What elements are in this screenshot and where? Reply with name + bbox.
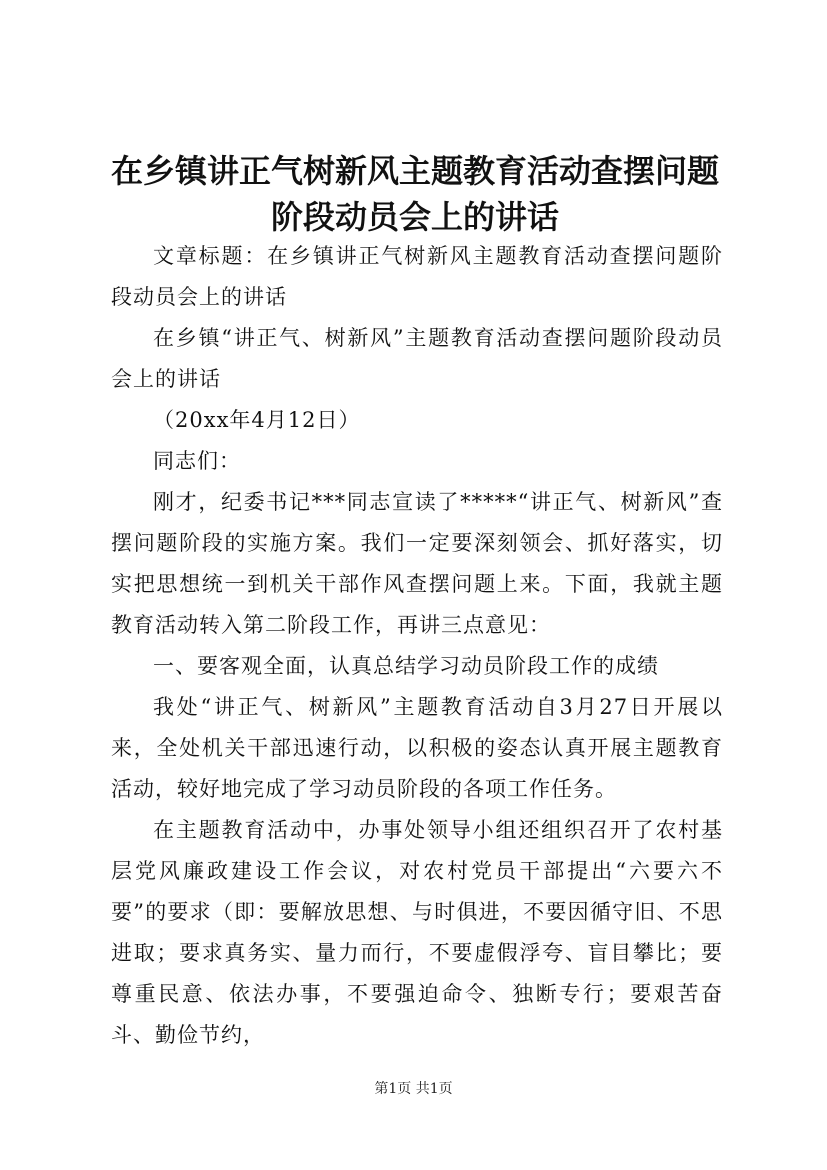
paragraph-intro: 刚才，纪委书记***同志宣读了*****“讲正气、树新风”查摆问题阶段的实施方案。我们一定要深刻领会、抓好落实，切实把思想统一到机关干部作风查摆问题上来。下面，我就主题教育活动转入第二阶段工作，再讲三点意见： [111, 490, 723, 637]
document-title: 在乡镇讲正气树新风主题教育活动查摆问题阶段动员会上的讲话 [110, 152, 719, 236]
page-footer: 第1页 共1页 [374, 1081, 453, 1097]
paragraph-salutation: 同志们： [153, 449, 241, 473]
paragraph-requirements: 在主题教育活动中，办事处领导小组还组织召开了农村基层党风廉政建设工作会议，对农村党员干部提出“六要六不要”的要求（即：要解放思想、与时俱进，不要因循守旧、不思进取；要求真务实、量力而行，不要虚假浮夸、盲目攀比；要尊重民意、依法办事，不要强迫命令、独断专行；要艰苦奋斗、勤俭节约， [111, 818, 723, 1047]
paragraph-progress: 我处“讲正气、树新风”主题教育活动自3月27日开展以来，全处机关干部迅速行动，以积极的姿态认真开展主题教育活动，较好地完成了学习动员阶段的各项工作任务。 [111, 695, 723, 801]
paragraph-speech-title: 在乡镇“讲正气、树新风”主题教育活动查摆问题阶段动员会上的讲话 [111, 326, 723, 391]
document-body [111, 236, 723, 1056]
paragraph-date: （20xx年4月12日） [153, 408, 361, 432]
paragraph-article-title: 文章标题：在乡镇讲正气树新风主题教育活动查摆问题阶段动员会上的讲话 [111, 244, 723, 309]
paragraph-section-heading: 一、要客观全面，认真总结学习动员阶段工作的成绩 [153, 654, 659, 678]
